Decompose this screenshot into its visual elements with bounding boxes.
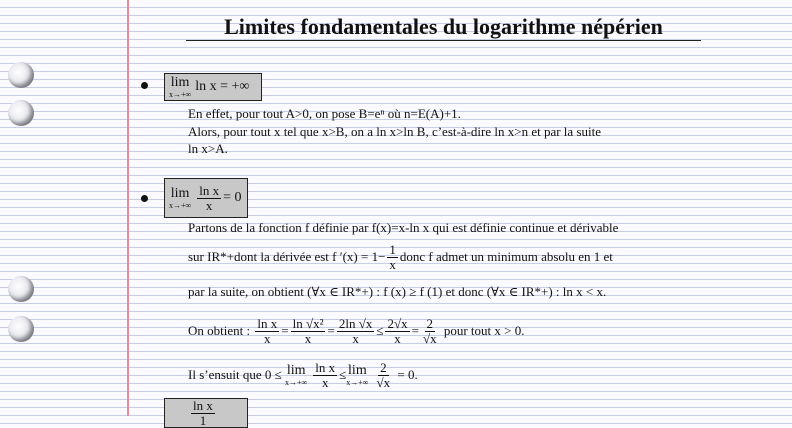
limit-operator: lim x→+∞ [285, 362, 308, 387]
binder-hole [8, 62, 34, 88]
fraction: $\frac{2}{√x}$ [376, 359, 391, 390]
notebook-margin-line [127, 0, 129, 416]
limit-operator: lim x→+∞ [169, 74, 192, 99]
fraction: $\frac{2\ln √x}{x}$ [338, 315, 373, 346]
formula-box-1 [164, 73, 262, 101]
limit-operator: lim x→+∞ [169, 185, 192, 210]
formula-box-2 [164, 178, 248, 218]
limit-expression: ln x = +∞ [195, 79, 250, 94]
limit-value: = 0 [223, 190, 242, 205]
fraction: $\frac{\text{ln x}}{1}$ [193, 398, 213, 428]
bullet-icon [141, 195, 148, 202]
text-line: En effet, pour tout A>0, on pose B=eⁿ où n=E(A)+1. [188, 106, 461, 121]
text-line-conclusion: Il s’ensuit que 0 ≤ lim x→+∞ $\frac{\text{ln x}}{x}$ ≤ lim x→+∞ $\frac{2}{√x}$ = 0. [188, 359, 418, 390]
binder-hole [8, 316, 34, 342]
fraction: $\frac{\text{ln x}}{x}$ [199, 182, 220, 213]
text-line: ln x>A. [188, 141, 228, 156]
text-line: par la suite, on obtient (∀x ∈ IR*+) : f (x) ≥ f (1) et donc (∀x ∈ IR*+) : ln x < x. [188, 284, 607, 299]
fraction: $\frac{\text{ln x}}{x}$ [315, 359, 336, 390]
fraction: $\frac{\text{ln √x²}}{x}$ [292, 315, 324, 346]
fraction: $\frac{2√x}{x}$ [387, 315, 408, 346]
binder-hole [8, 100, 34, 126]
page-title: Limites fondamentales du logarithme népérien [224, 14, 663, 39]
fraction: $\frac{1}{x}$ [389, 241, 396, 272]
formula-box-3 [164, 398, 248, 428]
text-line-inequalities: On obtient : $\frac{\text{ln x}}{x}$ = $\frac{\text{ln √x²}}{x}$ = $\frac{2\ln √x}{x}$ ≤ $\frac{2√x}{x}$ = $\frac{2}{√x}$ pour tout x > 0. [188, 315, 525, 346]
text-line: Partons de la fonction f définie par f(x)=x-ln x qui est définie continue et dérivable [188, 220, 619, 235]
binder-hole [8, 276, 34, 302]
text-line-derivative: sur IR*+dont la dérivée est f ′(x) = 1− $\frac{1}{x}$ donc f admet un minimum absolu en 1 et [188, 241, 613, 272]
fraction: $\frac{\text{ln x}}{x}$ [257, 315, 278, 346]
text-line: Alors, pour tout x tel que x>B, on a ln x>ln B, c’est-à-dire ln x>n et par la suite [188, 124, 601, 139]
bullet-icon [141, 82, 148, 89]
title-underline [186, 40, 701, 41]
fraction: $\frac{2}{√x}$ [422, 315, 437, 346]
limit-operator: lim x→+∞ [346, 362, 369, 387]
